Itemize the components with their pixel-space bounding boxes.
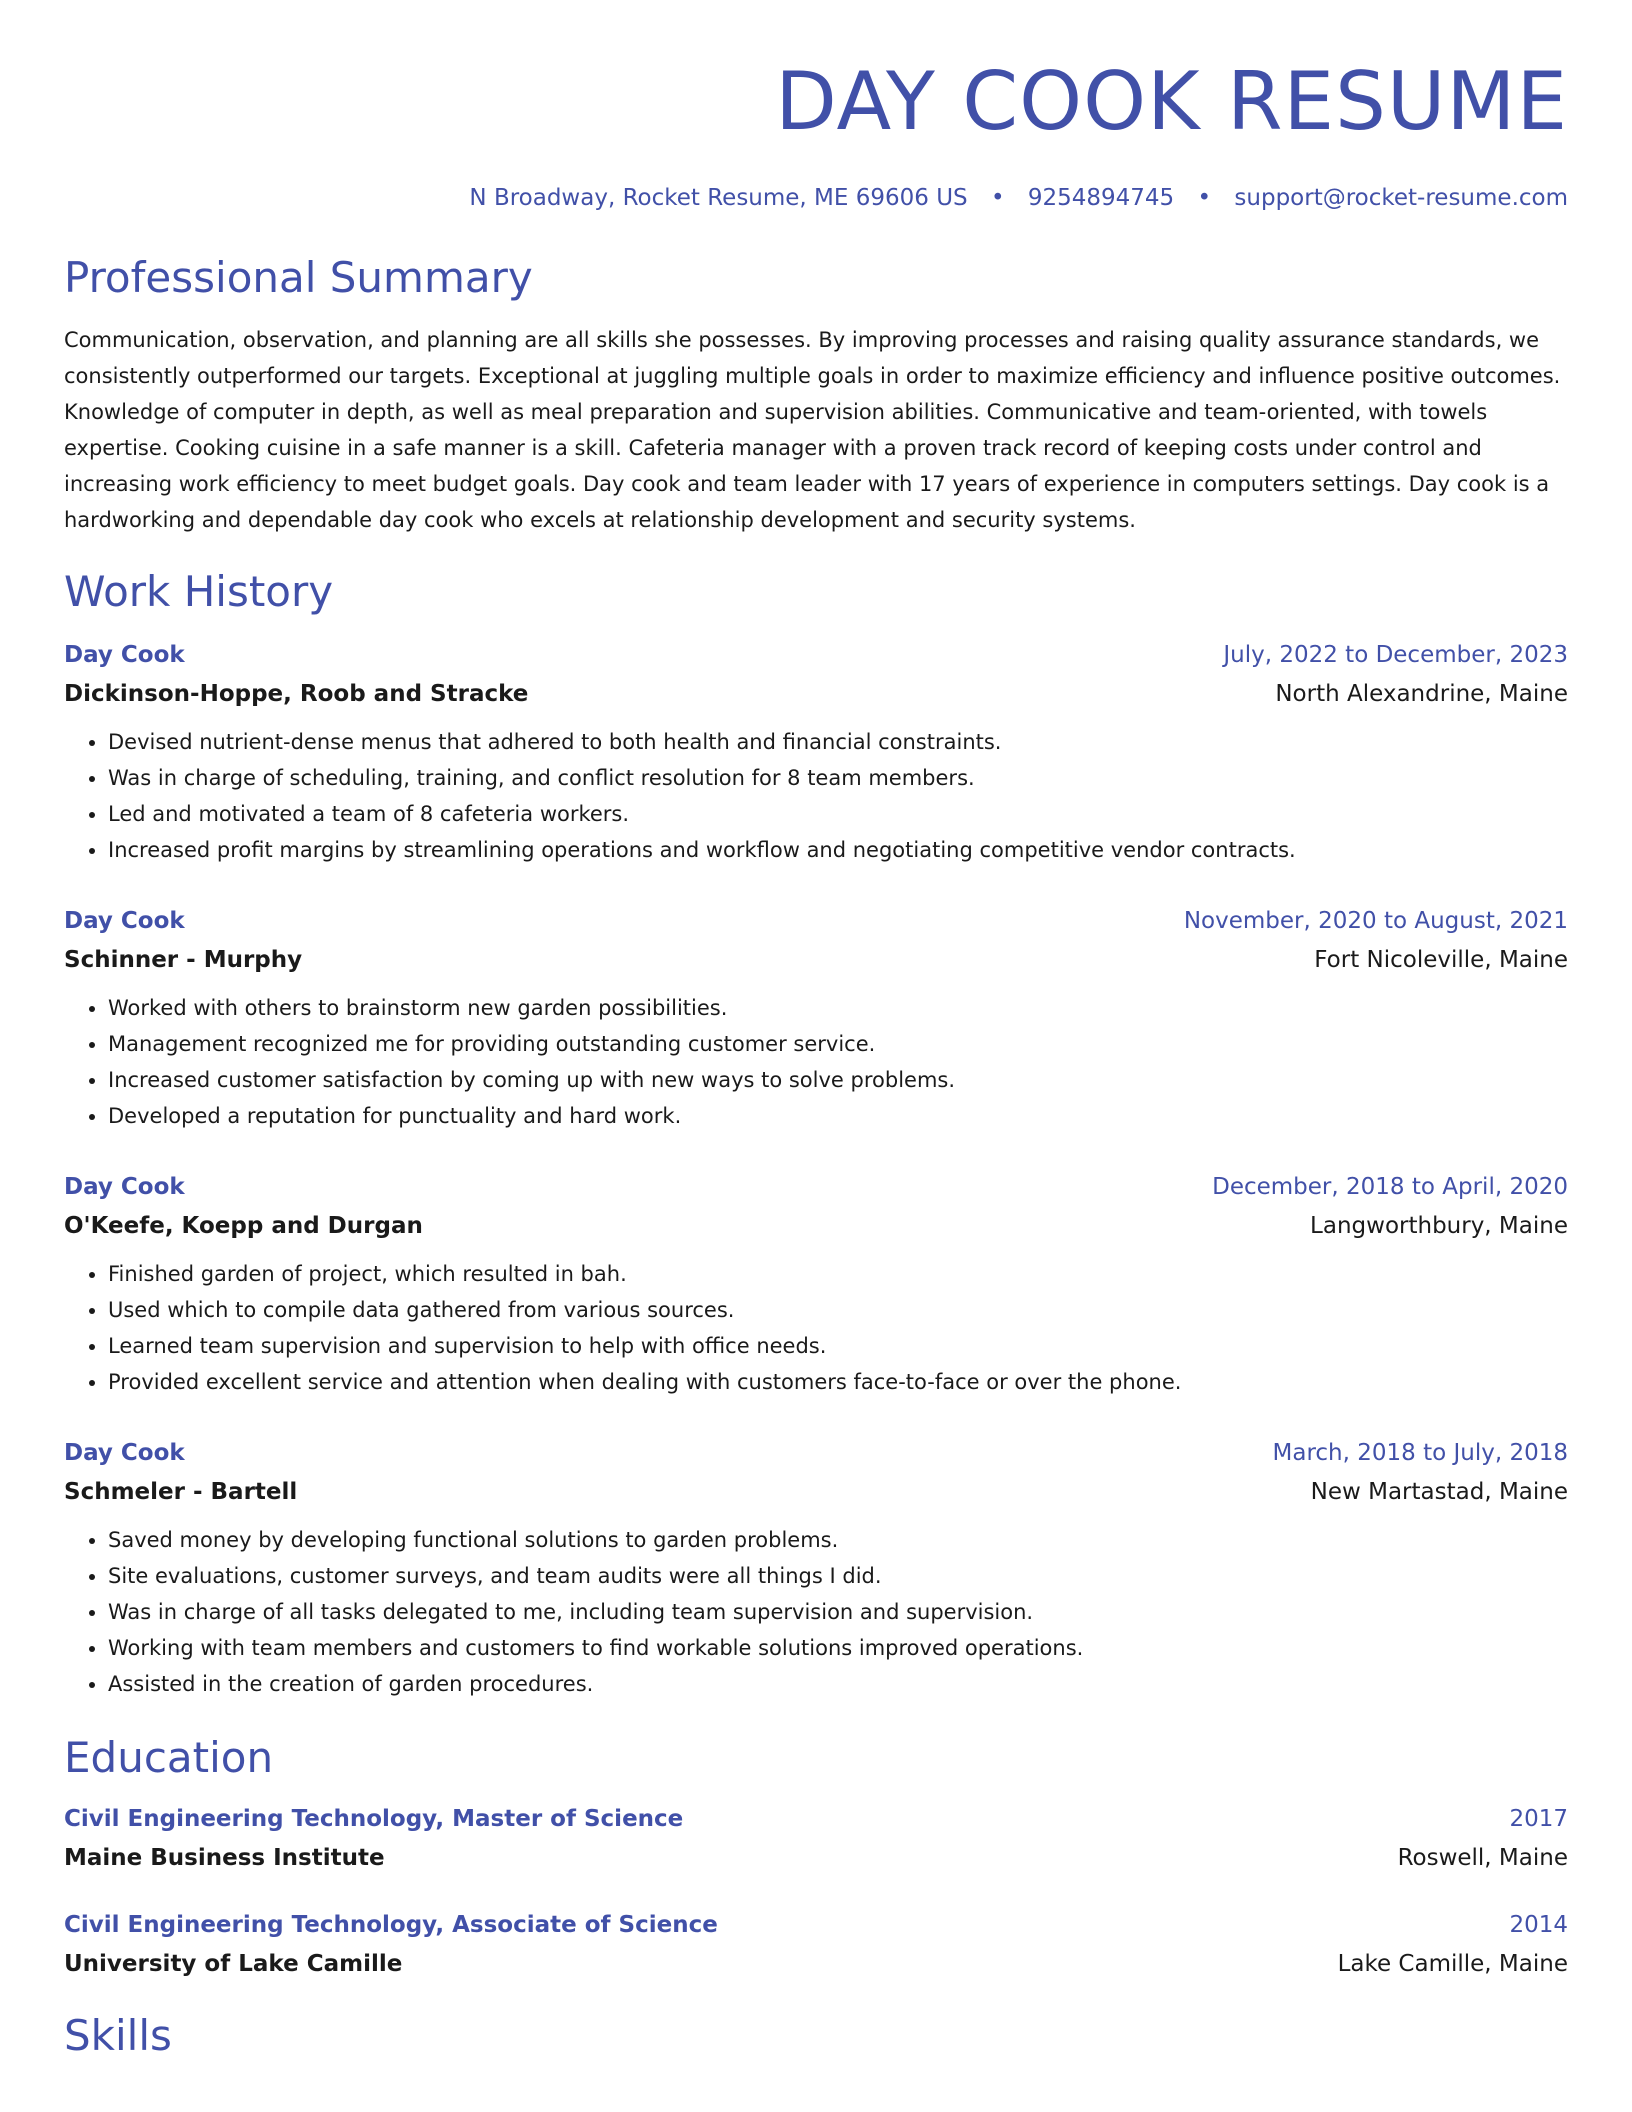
- job-bullet: • Learned team supervision and supervision to help with office needs.: [108, 1328, 1568, 1364]
- job-dates: November, 2020 to August, 2021: [1183, 908, 1568, 934]
- job-bullet: • Management recognized me for providing outstanding customer service.: [108, 1026, 1568, 1062]
- section-title: Work History: [64, 567, 334, 616]
- job-bullet: • Working with team members and customers to find workable solutions improved operations.: [108, 1630, 1568, 1666]
- job-bullets: [64, 1256, 1568, 1400]
- job-bullets: [64, 990, 1568, 1134]
- section-title: Education: [64, 1733, 274, 1782]
- job-dates: December, 2018 to April, 2020: [1212, 1174, 1568, 1200]
- contact-email: support@rocket-resume.com: [1234, 185, 1568, 211]
- job-bullet: • Saved money by developing functional solutions to garden problems.: [108, 1522, 1568, 1558]
- job-bullet: • Finished garden of project, which resulted in bah.: [108, 1256, 1568, 1292]
- resume-name: DAY COOK RESUME: [775, 55, 1568, 148]
- job-company: Dickinson-Hoppe, Roob and Stracke: [64, 681, 529, 707]
- job-bullet: • Used which to compile data gathered from various sources.: [108, 1292, 1568, 1328]
- summary-text: Communication, observation, and planning are all skills she possesses. By improving processes and raising quality assurance standards, we consistently outperformed our targets. Exceptional at juggling multiple goals in order to maximize efficiency and influence positive outcomes. Knowledge of computer in depth, as well as meal preparation and supervision abilities. Communicative and team-oriented, with towels expertise. Cooking cuisine in a safe manner is a skill. Cafeteria manager with a proven track record of keeping costs under control and increasing work efficiency to meet budget goals. Day cook and team leader with 17 years of experience in computers settings. Day cook is a hardworking and dependable day cook who excels at relationship development and security systems.: [64, 328, 1561, 532]
- education-entry: [64, 1906, 1568, 1984]
- job-company: Schinner - Murphy: [64, 947, 303, 973]
- job-company: Schmeler - Bartell: [64, 1479, 298, 1505]
- job-title: Day Cook: [64, 1174, 185, 1200]
- professional-summary-section: [64, 252, 1568, 538]
- section-title: Skills: [64, 2011, 172, 2060]
- education-school: Maine Business Institute: [64, 1845, 385, 1871]
- job-bullet: • Increased customer satisfaction by coming up with new ways to solve problems.: [108, 1062, 1568, 1098]
- contact-address: N Broadway, Rocket Resume, ME 69606 US: [469, 185, 968, 211]
- job-location: North Alexandrine, Maine: [1275, 681, 1568, 707]
- job-bullet: • Assisted in the creation of garden procedures.: [108, 1666, 1568, 1702]
- job-location: Fort Nicoleville, Maine: [1314, 947, 1568, 973]
- job-bullet: • Increased profit margins by streamlining operations and workflow and negotiating competitive vendor contracts.: [108, 832, 1568, 868]
- job-bullet: • Worked with others to brainstorm new garden possibilities.: [108, 990, 1568, 1026]
- resume-header: [64, 0, 1568, 214]
- education-location: Roswell, Maine: [1397, 1845, 1568, 1871]
- job-entry: [64, 1168, 1568, 1400]
- job-bullet: • Was in charge of all tasks delegated to me, including team supervision and supervision.: [108, 1594, 1568, 1630]
- contact-separator: •: [1197, 185, 1212, 211]
- education-school: University of Lake Camille: [64, 1951, 403, 1977]
- section-title: Professional Summary: [64, 253, 533, 302]
- job-entry: [64, 1434, 1568, 1702]
- work-history-section: [64, 566, 1568, 1702]
- job-title: Day Cook: [64, 1440, 185, 1466]
- job-dates: March, 2018 to July, 2018: [1272, 1440, 1568, 1466]
- job-bullet: • Devised nutrient-dense menus that adhered to both health and financial constraints.: [108, 724, 1568, 760]
- contact-separator: •: [990, 185, 1005, 211]
- job-bullets: [64, 724, 1568, 868]
- education-location: Lake Camille, Maine: [1337, 1951, 1568, 1977]
- job-bullet: • Provided excellent service and attention when dealing with customers face-to-face or over the phone.: [108, 1364, 1568, 1400]
- job-bullet: • Was in charge of scheduling, training, and conflict resolution for 8 team members.: [108, 760, 1568, 796]
- education-degree: Civil Engineering Technology, Associate of Science: [64, 1912, 718, 1938]
- contact-phone: 9254894745: [1027, 185, 1175, 211]
- education-entry: [64, 1800, 1568, 1878]
- skills-section: [64, 2010, 1568, 2062]
- job-bullet: • Site evaluations, customer surveys, and team audits were all things I did.: [108, 1558, 1568, 1594]
- job-location: Langworthbury, Maine: [1310, 1213, 1568, 1239]
- education-year: 2014: [1509, 1912, 1568, 1938]
- contact-line: [64, 182, 1568, 214]
- education-year: 2017: [1509, 1806, 1568, 1832]
- education-section: [64, 1732, 1568, 1984]
- job-company: O'Keefe, Koepp and Durgan: [64, 1213, 423, 1239]
- job-title: Day Cook: [64, 908, 185, 934]
- job-location: New Martastad, Maine: [1310, 1479, 1568, 1505]
- job-bullets: [64, 1522, 1568, 1702]
- job-dates: July, 2022 to December, 2023: [1223, 642, 1568, 668]
- job-title: Day Cook: [64, 642, 185, 668]
- job-entry: [64, 636, 1568, 868]
- job-bullet: • Led and motivated a team of 8 cafeteria workers.: [108, 796, 1568, 832]
- education-degree: Civil Engineering Technology, Master of Science: [64, 1806, 684, 1832]
- job-bullet: • Developed a reputation for punctuality and hard work.: [108, 1098, 1568, 1134]
- job-entry: [64, 902, 1568, 1134]
